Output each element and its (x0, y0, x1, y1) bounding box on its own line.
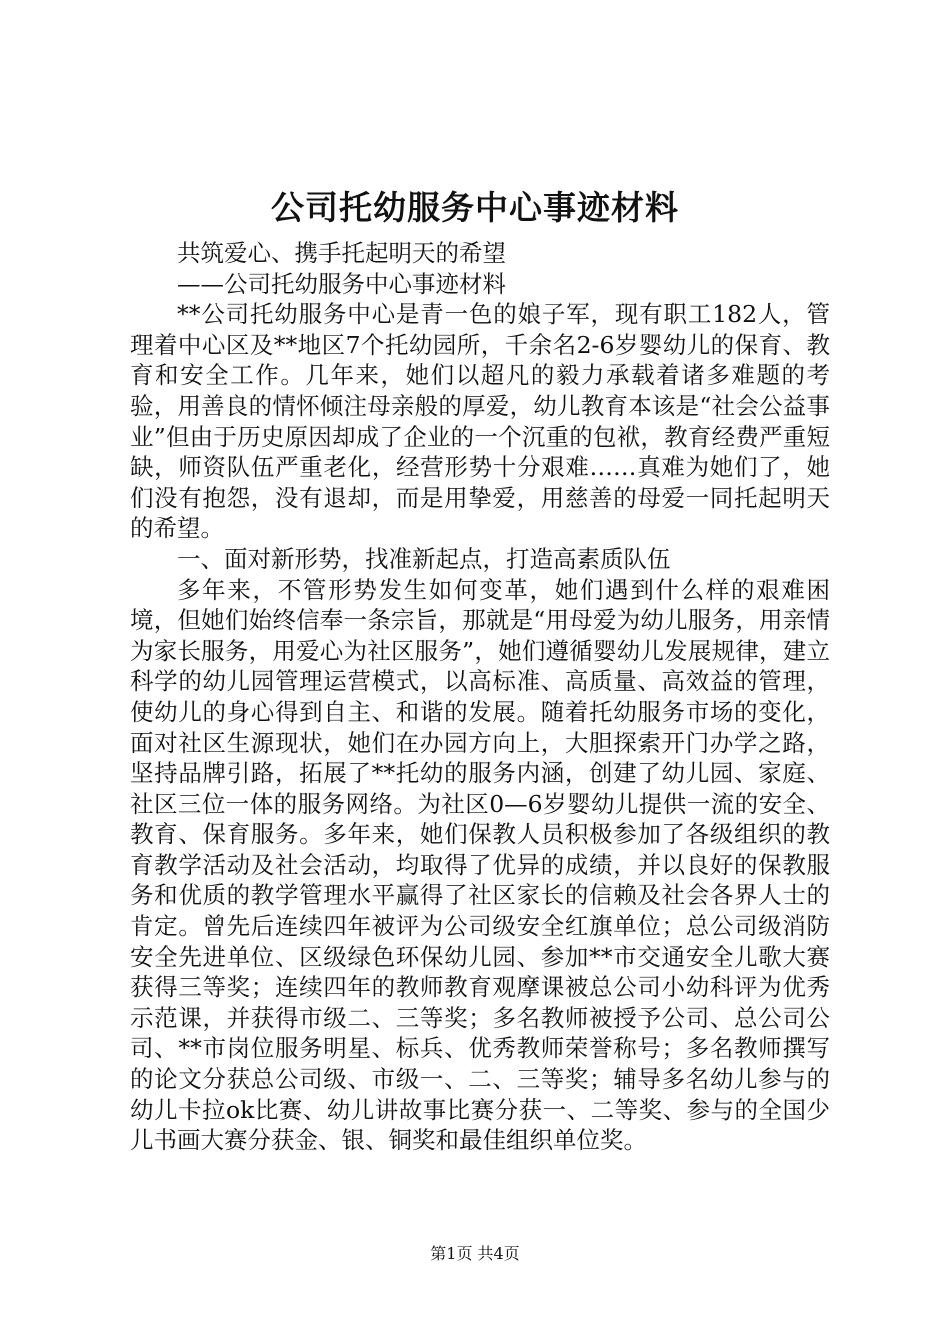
subtitle: 共筑爱心、携手托起明天的希望 (177, 239, 506, 267)
document-title: 公司托幼服务中心事迹材料 (271, 188, 679, 227)
paragraph-section-one: 多年来，不管形势发生如何变革，她们遇到什么样的艰难困境，但她们始终信奉一条宗旨，那就是“用母爱为幼儿服务，用亲情为家长服务，用爱心为社区服务”，她们遵循婴幼儿发展规律，建立科学的幼儿园管理运营模式，以高标准、高质量、高效益的管理，使幼儿的身心得到自主、和谐的发展。随着托幼服务市场的变化，面对社区生源现状，她们在办园方向上，大胆探索开门办学之路，坚持品牌引路，拓展了**托幼的服务内涵，创建了幼儿园、家庭、社区三位一体的服务网络。为社区0—6岁婴幼儿提供一流的安全、教育、保育服务。多年来，她们保教人员积极参加了各级组织的教育教学活动及社会活动，均取得了优异的成绩，并以良好的保教服务和优质的教学管理水平赢得了社区家长的信赖及社会各界人士的肯定。曾先后连续四年被评为公司级安全红旗单位；总公司级消防安全先进单位、区级绿色环保幼儿园、参加**市交通安全儿歌大赛获得三等奖；连续四年的教师教育观摩课被总公司小幼科评为优秀示范课，并获得市级二、三等奖；多名教师被授予公司、总公司公司、**市岗位服务明星、标兵、优秀教师荣誉称号；多名教师撰写的论文分获总公司级、市级一、二、三等奖；辅导多名幼儿参与的幼儿卡拉ok比赛、幼儿讲故事比赛分获一、二等奖、参与的全国少儿书画大赛分获金、银、铜奖和最佳组织单位奖。 (130, 575, 830, 1155)
subtitle-source: ——公司托幼服务中心事迹材料 (177, 269, 506, 298)
document-body (130, 238, 830, 1156)
page-footer: 第1页 共4页 (430, 1244, 520, 1263)
section-heading: 一、面对新形势，找准新起点，打造高素质队伍 (177, 544, 671, 573)
paragraph-intro: **公司托幼服务中心是青一色的娘子军，现有职工182人，管理着中心区及**地区7个托幼园所，千余名2-6岁婴幼儿的保育、教育和安全工作。几年来，她们以超凡的毅力承载着诸多难题的考验，用善良的情怀倾注母亲般的厚爱，幼儿教育本该是“社会公益事业”但由于历史原因却成了企业的一个沉重的包袱，教育经费严重短缺，师资队伍严重老化，经营形势十分艰难……真难为她们了，她们没有抱怨，没有退却，而是用挚爱，用慈善的母爱一同托起明天的希望。 (130, 300, 830, 543)
